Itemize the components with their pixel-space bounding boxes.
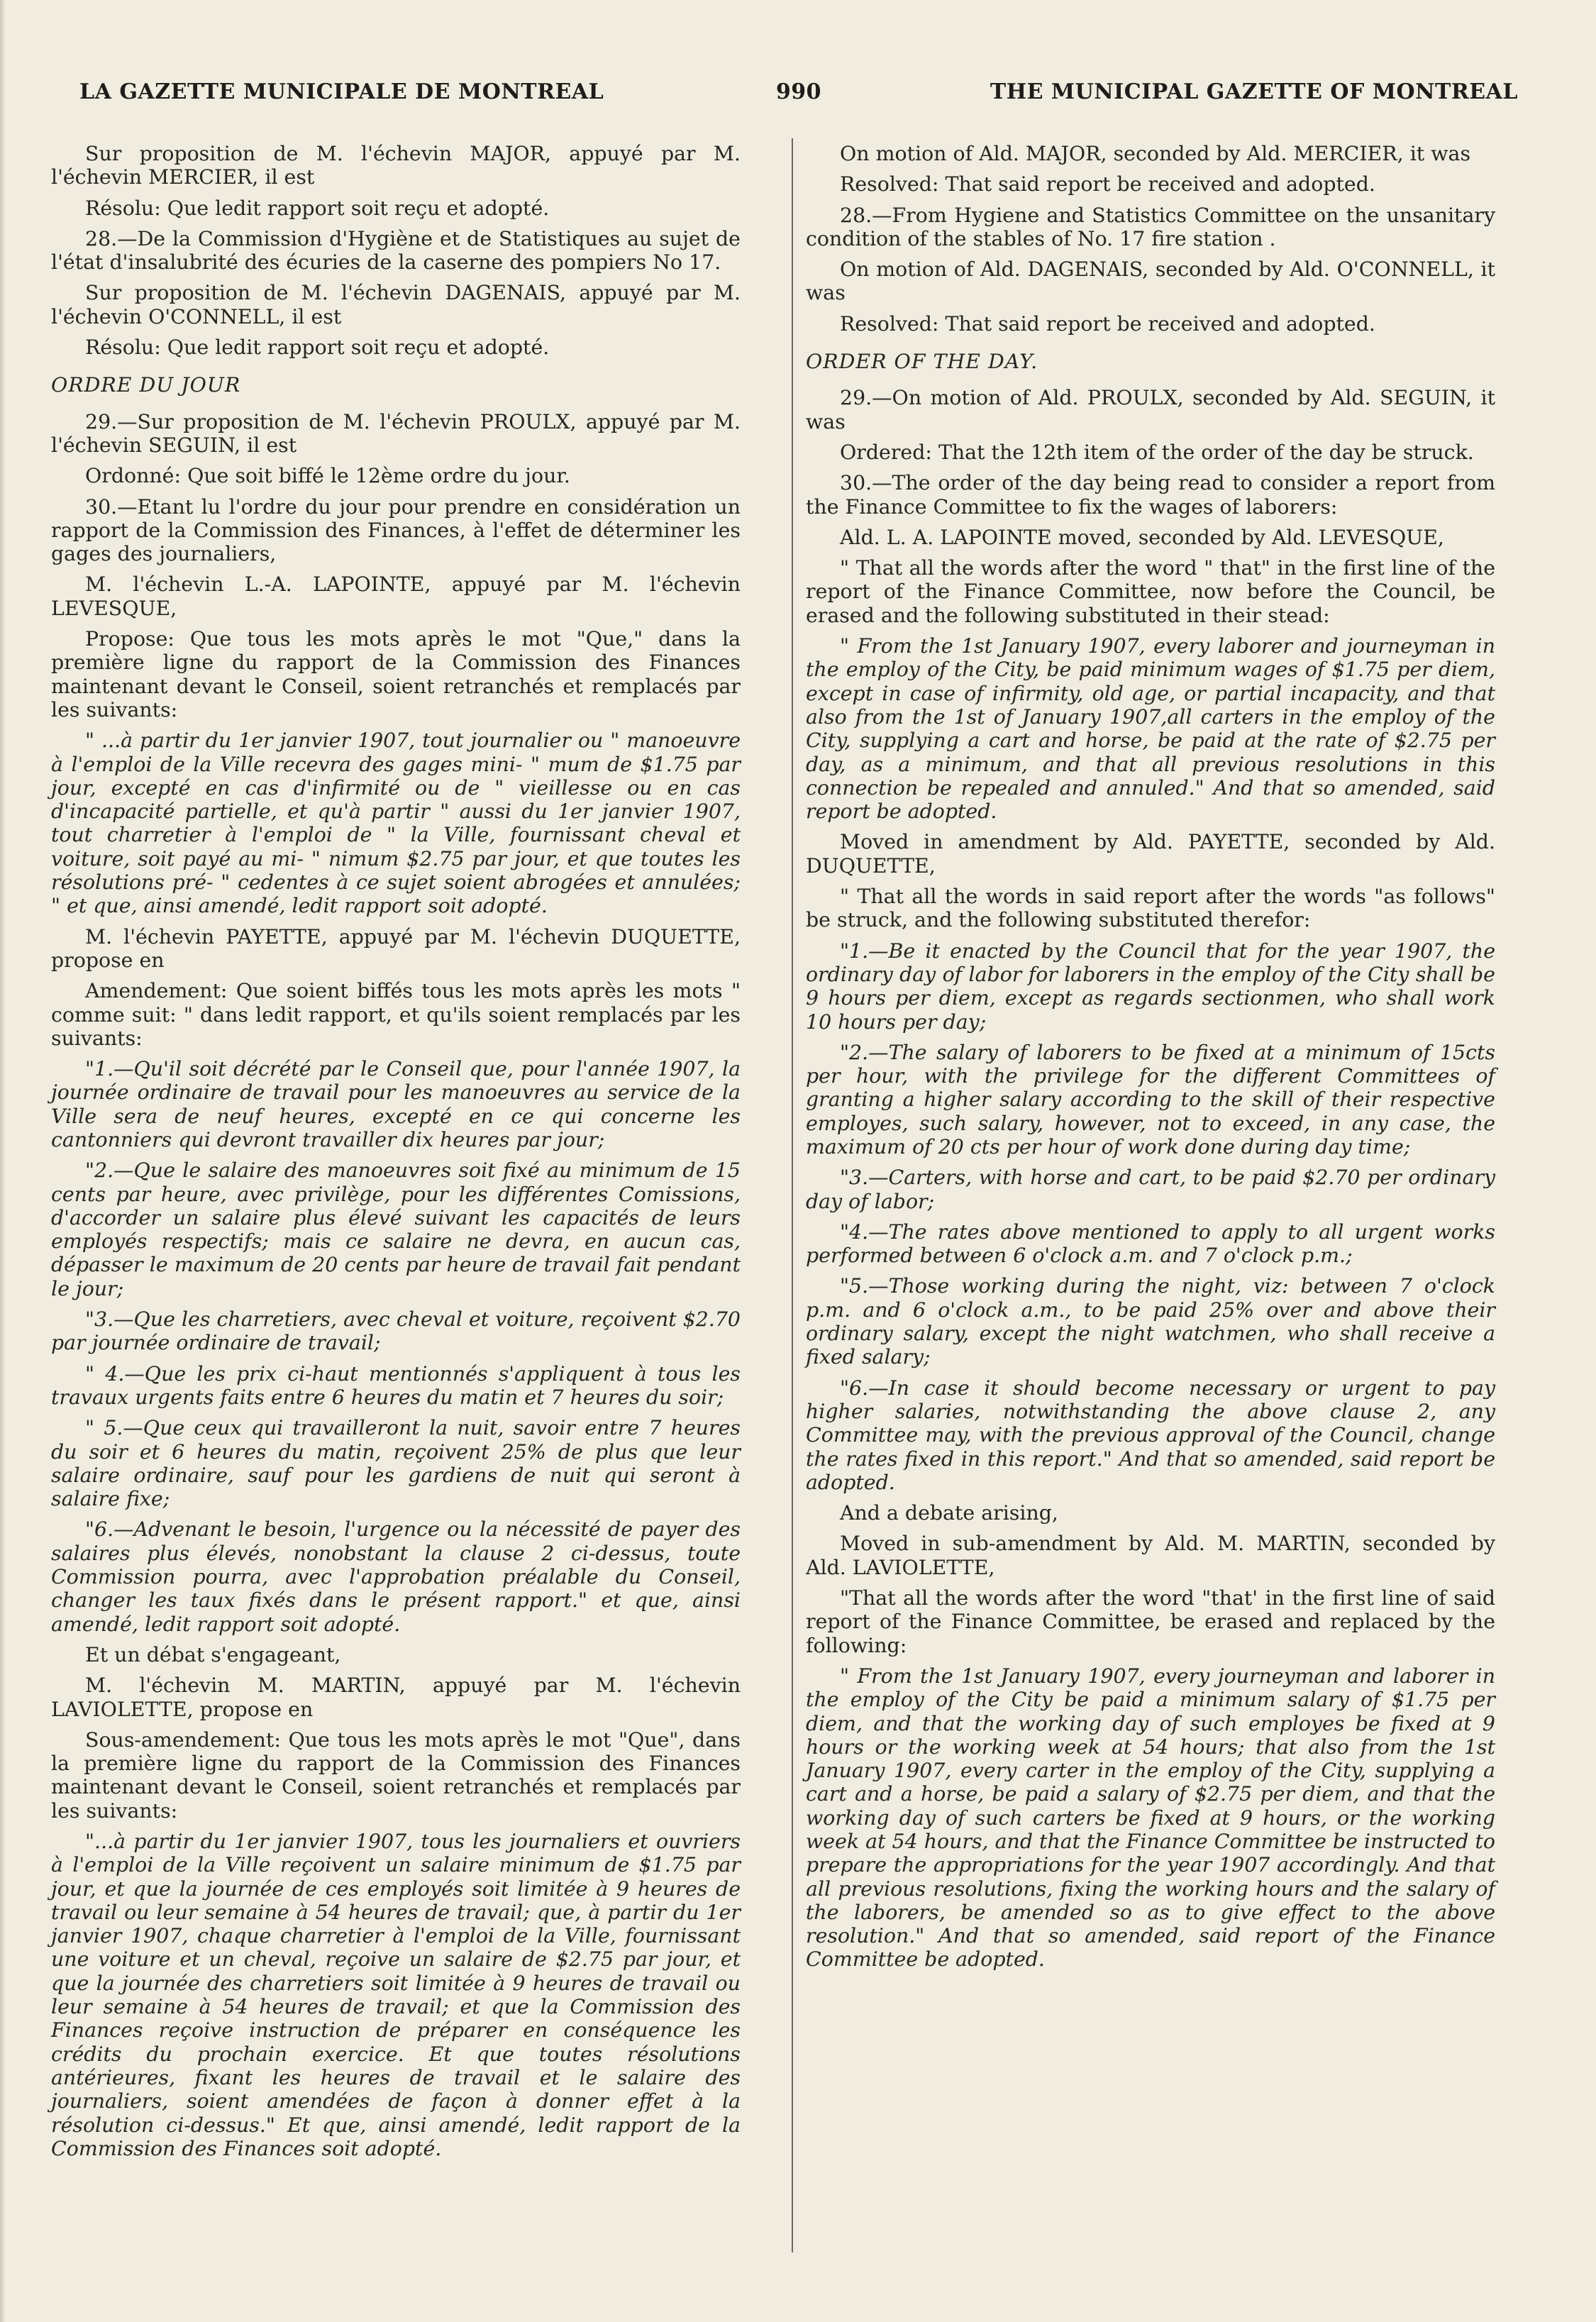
paragraph: Moved in sub-amendment by Ald. M. MARTIN, seconded by Ald. LAVIOLETTE, <box>806 1532 1495 1579</box>
paragraph: M. l'échevin PAYETTE, appuyé par M. l'échevin DUQUETTE, propose en <box>51 924 741 972</box>
quoted-resolution: "5.—Those working during the night, viz: between 7 o'clock p.m. and 6 o'clock a.m., to be paid 25% over and above their ordinary salary, except the night watchmen, who shall receive a fixed salary; <box>806 1274 1495 1369</box>
page-number: 990 <box>775 79 822 104</box>
paragraph: 30.—Etant lu l'ordre du jour pour prendre en considération un rapport de la Commission des Finances, à l'effet de déterminer les gages des journaliers, <box>51 494 741 566</box>
paragraph: "That all the words after the word "that' in the first line of said report of the Finance Committee, be erased and replaced by the following: <box>806 1586 1495 1657</box>
paragraph: 28.—De la Commission d'Hygiène et de Statistiques au sujet de l'état d'insalubrité des écuries de la caserne des pompiers No 17. <box>51 226 741 275</box>
paragraph: And a debate arising, <box>840 1501 1058 1525</box>
paragraph: M. l'échevin M. MARTIN, appuyé par M. l'échevin LAVIOLETTE, propose en <box>51 1674 741 1721</box>
paragraph: Sur proposition de M. l'échevin DAGENAIS, appuyé par M. l'échevin O'CONNELL, il est <box>51 281 741 328</box>
paragraph: On motion of Ald. DAGENAIS, seconded by Ald. O'CONNELL, it was <box>806 258 1495 305</box>
paragraph: Et un débat s'engageant, <box>85 1642 341 1666</box>
page-edge-shadow <box>0 0 6 2322</box>
paragraph: M. l'échevin L.-A. LAPOINTE, appuyé par M. l'échevin LEVESQUE, <box>51 573 741 620</box>
paragraph: Ordered: That the 12th item of the order of the day be struck. <box>840 440 1474 464</box>
quoted-resolution: " From the 1st January 1907, every laborer and journeyman in the employ of the City, be paid minimum wages of $1.75 per diem, except in case of infirmity, old age, or partial incapacity, and that also from the 1st of January 1907,all carters in the employ of the City, supplying a cart and horse, be paid at the rate of $2.75 per day, as a minimum, and that all previous resolutions in this connection be repealed and annuled." And that so amended, said report be adopted. <box>806 634 1495 824</box>
paragraph: Moved in amendment by Ald. PAYETTE, seconded by Ald. DUQUETTE, <box>806 830 1495 878</box>
paragraph: Ordonné: Que soit biffé le 12ème ordre du jour. <box>85 464 570 488</box>
header-french-title: LA GAZETTE MUNICIPALE DE MONTREAL <box>79 79 604 104</box>
paragraph: Ald. L. A. LAPOINTE moved, seconded by Ald. LEVESQUE, <box>840 525 1444 549</box>
quoted-resolution: "4.—The rates above mentioned to apply to all urgent works performed between 6 o'clock a.m. and 7 o'clock p.m.; <box>806 1220 1495 1268</box>
paragraph: " That all the words in said report after the words "as follows" be struck, and the following substituted therefor: <box>806 885 1495 932</box>
quoted-resolution: "...à partir du 1er janvier 1907, tous les journaliers et ouvriers à l'emploi de la Ville reçoivent un salaire minimum de $1.75 par jour, et que la journée de ces employés soit limitée à 9 heures de travail ou leur semaine à 54 heures de travail; que, à partir du 1er janvier 1907, chaque charretier à l'emploi de la Ville, fournissant une voiture et un cheval, reçoive un salaire de $2.75 par jour, et que la journée des charretiers soit limitée à 9 heures de travail ou leur semaine à 54 heures de travail; et que la Commission des Finances reçoive instruction de préparer en conséquence les crédits du prochain exercice. Et que toutes résolutions antérieures, fixant les heures de travail et le salaire des journaliers, soient amendées de façon à donner effet à la résolution ci-dessus." Et que, ainsi amendé, ledit rapport de la Commission des Finances soit adopté. <box>51 1830 741 2160</box>
section-heading: ORDRE DU JOUR <box>51 373 241 397</box>
paragraph: Résolu: Que ledit rapport soit reçu et adopté. <box>85 336 550 360</box>
quoted-resolution: "6.—In case it should become necessary or urgent to pay higher salaries, notwithstanding the above clause 2, any Committee may, with the previous approval of the Council, change the rates fixed in this report." And that so amended, said report be adopted. <box>806 1376 1495 1494</box>
quoted-resolution: "2.—Que le salaire des manoeuvres soit fixé au minimum de 15 cents par heure, avec privilège, pour les différentes Comissions, d'accorder un salaire plus élevé suivant les capacités de leurs employés respectifs; mais ce salaire ne devra, en aucun cas, dépasser le maximum de 20 cents par heure de travail fait pendant le jour; <box>51 1159 741 1300</box>
quoted-resolution: "1.—Be it enacted by the Council that for the year 1907, the ordinary day of labor for laborers in the employ of the City shall be 9 hours per diem, except as regards sectionmen, who shall work 10 hours per day; <box>806 939 1495 1034</box>
french-column <box>51 142 741 2167</box>
paragraph: 30.—The order of the day being read to consider a report from the Finance Committee to fix the wages of laborers: <box>806 471 1495 519</box>
paragraph: Propose: Que tous les mots après le mot "Que," dans la première ligne du rapport de la Commission des Finances maintenant devant le Conseil, soient retranchés et remplacés par les suivants: <box>51 627 741 722</box>
quoted-resolution: "3.—Que les charretiers, avec cheval et voiture, reçoivent $2.70 par journée ordinaire de travail; <box>51 1307 741 1355</box>
paragraph: " That all the words after the word " that" in the first line of the report of the Finance Committee, now before the Council, be erased and the following substituted in their stead: <box>806 556 1495 627</box>
column-divider <box>792 138 793 2252</box>
paragraph: Amendement: Que soient biffés tous les mots après les mots " comme suit: " dans ledit rapport, et qu'ils soient remplacés par les suivants: <box>51 979 741 1050</box>
paragraph: Sur proposition de M. l'échevin MAJOR, appuyé par M. l'échevin MERCIER, il est <box>51 142 741 189</box>
quoted-resolution: " 4.—Que les prix ci-haut mentionnés s'appliquent à tous les travaux urgents faits entre 6 heures du matin et 7 heures du soir; <box>51 1361 741 1409</box>
english-column <box>806 142 1495 1979</box>
quoted-resolution: "3.—Carters, with horse and cart, to be paid $2.70 per ordinary day of labor; <box>806 1166 1495 1213</box>
paragraph: 28.—From Hygiene and Statistics Committee on the unsanitary condition of the stables of No. 17 fire station . <box>806 203 1495 250</box>
paragraph: Sous-amendement: Que tous les mots après le mot "Que", dans la première ligne du rapport de la Commission des Finances maintenant devant le Conseil, soient retranchés et remplacés par les suivants: <box>51 1727 741 1823</box>
quoted-resolution: " ...à partir du 1er janvier 1907, tout journalier ou " manoeuvre à l'emploi de la Ville recevra des gages mini- " mum de $1.75 par jour, excepté en cas d'infirmité ou de " vieillesse ou en cas d'incapacité partielle, et qu'à partir " aussi du 1er janvier 1907, tout charretier à l'emploi de " la Ville, fournissant cheval et voiture, soit payé au mi- " nimum $2.75 par jour, et que toutes les résolutions pré- " cedentes à ce sujet soient abrogées et annulées; " et que, ainsi amendé, ledit rapport soit adopté. <box>51 729 741 918</box>
quoted-resolution: "2.—The salary of laborers to be fixed at a minimum of 15cts per hour, with the privilege for the different Committees of granting a higher salary according to the skill of their respective employes, such salary, however, not to exceed, in any case, the maximum of 20 cts per hour of work done during day time; <box>806 1040 1495 1159</box>
paragraph: Resolved: That said report be received and adopted. <box>840 172 1375 197</box>
quoted-resolution: "1.—Qu'il soit décrété par le Conseil que, pour l'année 1907, la journée ordinaire de travail pour les manoeuvres au service de la Ville sera de neuf heures, excepté en ce qui concerne les cantonniers qui devront travailler dix heures par jour; <box>51 1057 741 1151</box>
page-header <box>79 79 1518 114</box>
section-heading: ORDER OF THE DAY. <box>806 350 1038 374</box>
quoted-resolution: " 5.—Que ceux qui travailleront la nuit, savoir entre 7 heures du soir et 6 heures du matin, reçoivent 25% de plus que leur salaire ordinaire, sauf pour les gardiens de nuit qui seront à salaire fixe; <box>51 1416 741 1511</box>
header-english-title: THE MUNICIPAL GAZETTE OF MONTREAL <box>990 79 1518 104</box>
quoted-resolution: " From the 1st January 1907, every journeyman and laborer in the employ of the City be paid a minimum salary of $1.75 per diem, and that the working day of such employes be fixed at 9 hours or the working week at 54 hours; that also from the 1st January 1907, every carter in the employ of the City, supplying a cart and a horse, be paid a salary of $2.75 per diem, and that the working day of such carters be fixed at 9 hours, or the working week at 54 hours, and that the Finance Committee be instructed to prepare the appropriations for the year 1907 accordingly. And that all previous resolutions, fixing the working hours and the salary of the laborers, be amended so as to give effect to the above resolution." And that so amended, said report of the Finance Committee be adopted. <box>806 1664 1495 1972</box>
paragraph: Resolved: That said report be received and adopted. <box>840 311 1375 336</box>
paragraph: Résolu: Que ledit rapport soit reçu et adopté. <box>85 196 550 220</box>
paragraph: On motion of Ald. MAJOR, seconded by Ald. MERCIER, it was <box>840 142 1471 165</box>
paragraph: 29.—On motion of Ald. PROULX, seconded by Ald. SEGUIN, it was <box>806 386 1495 433</box>
quoted-resolution: "6.—Advenant le besoin, l'urgence ou la nécessité de payer des salaires plus élevés, nonobstant la clause 2 ci-dessus, toute Commission pourra, avec l'approbation préalable du Conseil, changer les taux fixés dans le présent rapport." et que, ainsi amendé, ledit rapport soit adopté. <box>51 1517 741 1636</box>
paragraph: 29.—Sur proposition de M. l'échevin PROULX, appuyé par M. l'échevin SEGUIN, il est <box>51 409 741 457</box>
